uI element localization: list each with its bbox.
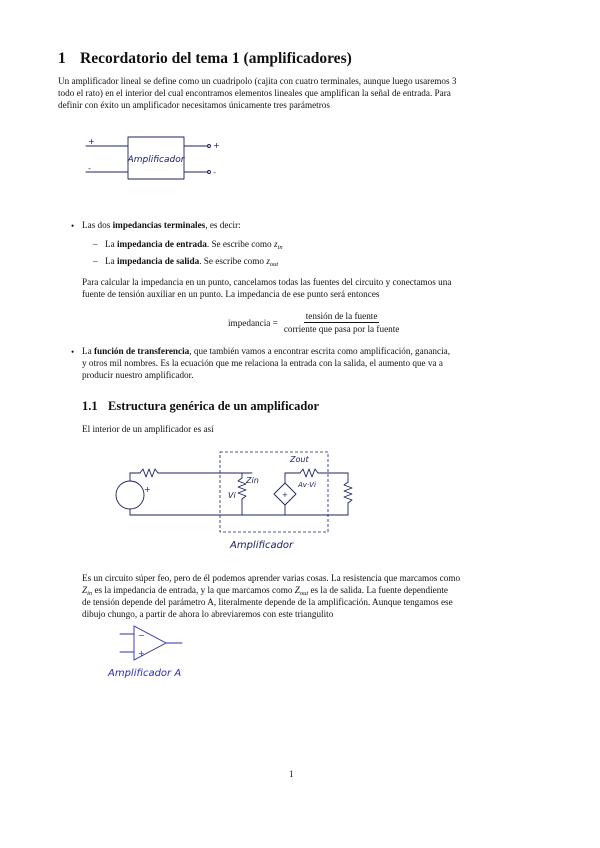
sub-item-output-impedance: La impedancia de salida. Se escribe como $z_{out}$ [105,256,279,268]
intro-line-1: Un amplificador lineal se define como un cuadripolo (cajita con cuatro terminales, aunque luego usaremos 3 [58,76,457,86]
formula-denominator: corriente que pasa por la fuente [283,324,400,334]
bullet-marker-2: • [71,347,75,357]
dash-marker-2: – [93,256,98,266]
figure1-plus-out: + [213,141,220,150]
figure-amplifier-circuit [100,440,380,560]
bullet2-line-3: producir nuestro amplificador. [82,370,194,380]
impedance-text-line-2: fuente de tensión auxiliar en un punto. La impedancia de ese punto será entonces [82,289,380,299]
figure1-minus-out: - [213,168,216,177]
figure2-vi: Vi [228,491,236,500]
figure3-caption: Amplificador A [108,668,182,679]
figure3-minus: − [138,631,145,640]
intro-line-3: definir con éxito un amplificador necesitamos únicamente tres parámetros [58,100,330,110]
svg-text:+: + [282,491,288,499]
bullet2-line-2: y otros mil nombres. Es la ecuación que me relaciona la entrada con la salida, el aumento que va a [82,358,443,368]
dash-marker-1: – [93,239,98,249]
subsection-intro: El interior de un amplificador es así [82,424,214,434]
page-number: 1 [289,769,294,779]
section-heading: 1 Recordatorio del tema 1 (amplificadores) [58,50,352,67]
svg-text:+: + [144,485,151,494]
bullet-marker-1: • [71,221,75,231]
impedance-formula: impedancia = tensión de la fuente corriente que pasa por la fuente [228,311,400,334]
after-text-line-4: dibujo chungo, a partir de ahora lo abreviaremos con este triangulito [82,609,334,619]
figure1-minus: - [88,164,91,173]
figure-quadripole [80,130,220,185]
bullet1-text: Las dos impedancias terminales, es decir: [82,220,241,230]
figure2-caption: Amplificador [230,540,294,551]
figure2-zin: Zin [246,476,259,485]
after-text-line-3: de tensión depende del parámetro A, literalmente depende de la amplificación. Aunque tengamos ese [82,597,453,607]
figure1-box-label: Amplificador [127,155,185,165]
sub-item-input-impedance: La impedancia de entrada. Se escribe como $z_{in}$ [105,239,283,251]
after-text-line-1: Es un circuito súper feo, pero de él podemos aprender varias cosas. La resistencia que marcamos como [82,573,461,583]
figure2-zout: Zout [290,455,309,464]
intro-line-2: todo el rato) en el interior del cual encontramos elementos lineales que amplifican la señal de entrada. Para [58,88,451,98]
after-text-line-2: $Z_{in}$ es la impedancia de entrada, y la que marcamos como $Z_{out}$ es la de salida. La fuente dependiente [82,585,448,597]
bullet2-line-1: La función de transferencia, que también vamos a encontrar escrita como amplificación, ganancia, [82,346,450,356]
subsection-heading: 1.1 Estructura genérica de un amplificador [82,399,320,413]
figure1-plus: + [88,137,95,146]
impedance-text-line-1: Para calcular la impedancia en un punto, cancelamos todas las fuentes del circuito y conectamos una [82,277,452,287]
figure3-plus: + [138,649,145,658]
figure2-avi: Av·Vi [298,481,316,489]
figure-amplifier-triangle [100,620,200,690]
formula-numerator: tensión de la fuente [305,311,378,321]
